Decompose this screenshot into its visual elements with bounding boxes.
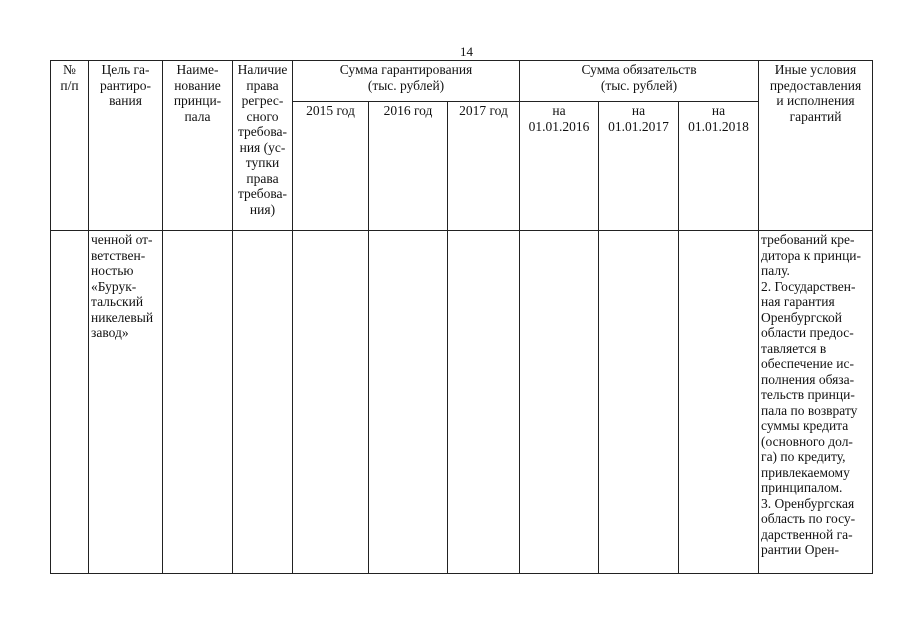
col-number-header: № п/п [51,61,89,231]
year-2016-header: 2016 год [369,102,448,231]
page-number: 14 [460,44,473,59]
guarantee-sum-header: Сумма гарантирования (тыс. рублей) [293,61,520,102]
cell-principal [163,231,233,574]
cell-purpose: ченной от- ветствен- ностью «Бурук- тальский никелевый завод» [89,231,163,574]
date-2017-header: на 01.01.2017 [599,102,679,231]
table-row [51,231,873,574]
col-principal-header: Наиме- нование принци- пала [163,61,233,231]
cell-2016 [369,231,448,574]
col-other-conditions-header: Иные условия предоставления и исполнения гарантий [759,61,873,231]
cell-obl-2018 [679,231,759,574]
col-regress-header: Наличие права регрес- сного требова- ния (ус- тупки права требова- ния) [233,61,293,231]
guarantees-table [50,60,873,574]
year-2015-header: 2015 год [293,102,369,231]
cell-2017 [448,231,520,574]
cell-other-conditions: требований кре- дитора к принци- палу. 2. Государствен- ная гарантия Оренбургской области предос- тавляется в обеспечение ис- полнения обяза- тельств принци- пала по возврату суммы кредита (основного дол- га) по кредиту, привлекаемому принципалом. 3. Оренбургская область по госу- дарственной га- рантии Орен- [759,231,873,574]
col-purpose-header: Цель га- рантиро- вания [89,61,163,231]
cell-2015 [293,231,369,574]
cell-regress [233,231,293,574]
obligations-sum-header: Сумма обязательств (тыс. рублей) [520,61,759,102]
date-2016-header: на 01.01.2016 [520,102,599,231]
cell-obl-2017 [599,231,679,574]
header-row-1 [51,61,873,102]
year-2017-header: 2017 год [448,102,520,231]
date-2018-header: на 01.01.2018 [679,102,759,231]
cell-obl-2016 [520,231,599,574]
cell-number [51,231,89,574]
